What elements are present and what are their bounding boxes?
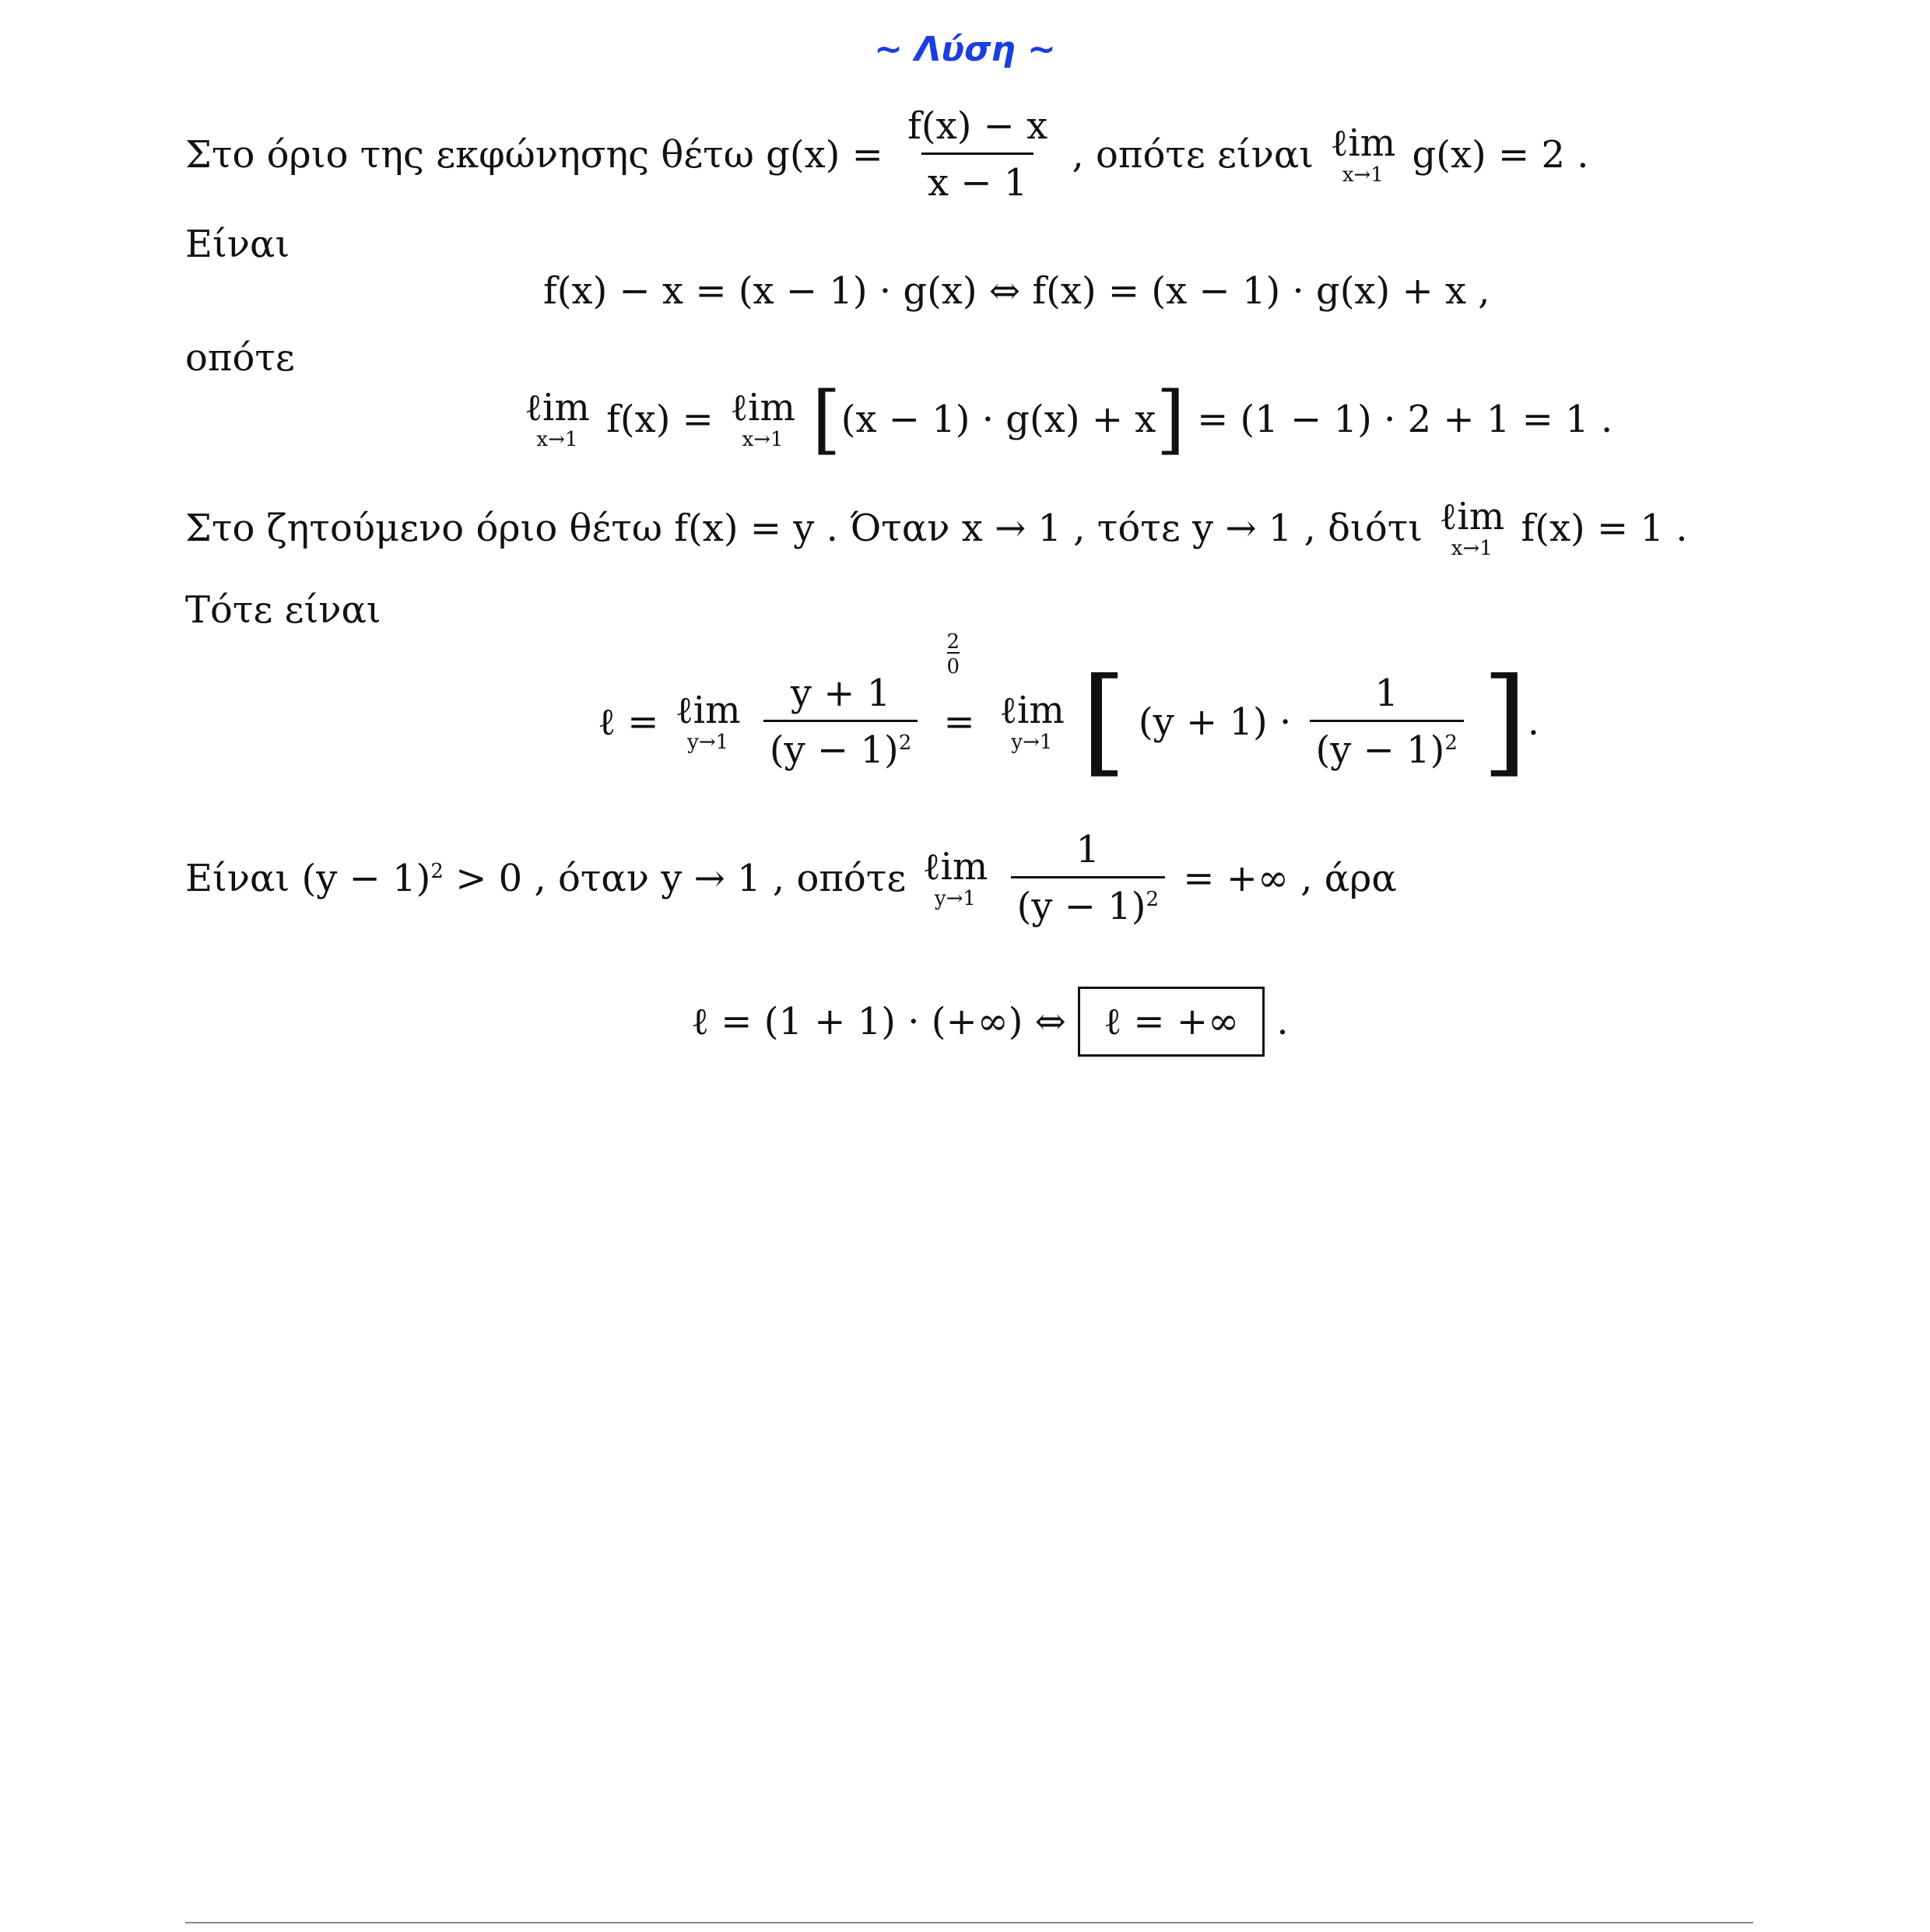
boxed-result: ℓ = +∞ [1078,987,1265,1057]
text: f(x) = 1 . [1521,507,1688,550]
lead: Είναι (y − 1) [185,856,431,900]
den-text: (y − 1) [769,728,899,772]
text [185,856,444,900]
text: , οπότε είναι [1072,132,1314,177]
fraction [1011,828,1165,928]
right-bracket: ] [1482,654,1528,789]
text: (y + 1) · [1138,700,1292,744]
limit-word: ℓim [730,386,796,430]
limit [525,386,590,452]
numerator: y + 1 [790,671,891,715]
denominator [763,720,918,772]
limit-subscript: x→1 [1342,163,1384,187]
paragraph-einai: Είναι [185,223,290,266]
limit-subscript: x→1 [1451,537,1493,560]
limit-subscript: y→1 [687,730,729,754]
text: . [1276,1000,1289,1043]
fraction [763,671,918,772]
limit-subscript: x→1 [536,428,578,452]
right-bracket: ] [1156,376,1185,463]
limit-word: ℓim [675,688,741,732]
exponent: 2 [898,731,912,755]
denominator [1011,876,1165,928]
paragraph-tote-einai: Τότε είναι [185,588,381,632]
text: Στο ζητούμενο όριο θέτω f(x) = y . Όταν x → 1 , τότε y → 1 , διότι [185,507,1423,550]
equation-1: f(x) − x = (x − 1) · g(x) ⇔ f(x) = (x − 1) · g(x) + x , [543,269,1490,313]
exponent: 2 [1146,888,1159,911]
paragraph-positive [185,828,1397,928]
den-text: (y − 1) [1315,728,1445,772]
limit-word: ℓim [525,386,590,430]
text: > 0 , όταν y → 1 , οπότε [455,856,907,900]
limit [675,688,741,754]
limit-subscript: x→1 [742,428,784,452]
fraction [1310,671,1464,772]
limit-subscript: y→1 [1011,730,1053,754]
exponent: 2 [1444,731,1458,755]
limit-word: ℓim [999,688,1065,732]
text: g(x) = 2 . [1412,132,1589,177]
equation-2 [520,376,1613,463]
paragraph-substitution [185,104,1589,205]
limit [730,386,796,452]
equation-final [691,987,1289,1057]
text: = (1 − 1) · 2 + 1 = 1 . [1197,398,1613,442]
limit-word: ℓim [1330,121,1396,165]
limit [999,688,1065,754]
left-bracket: [ [1081,654,1127,789]
den-text: (y − 1) [1016,885,1146,928]
equation-3 [598,629,1539,789]
over-den: 0 [947,652,960,677]
text: ℓ = [598,700,659,744]
fraction [901,104,1054,205]
equals: = [943,700,975,744]
page-title: ~ Λύση ~ [874,30,1056,69]
text: f(x) = [606,398,714,442]
text: . [1527,700,1539,744]
numerator: f(x) − x [907,104,1048,148]
text: = +∞ , άρα [1183,856,1397,900]
text: ℓ = (1 + 1) · (+∞) ⇔ [691,1000,1066,1043]
left-bracket: [ [812,376,841,463]
paragraph-opote: οπότε [185,336,295,380]
footer-rule [185,1922,1753,1923]
paragraph-set-y [185,495,1688,560]
limit-word: ℓim [922,844,988,889]
limit [1330,121,1396,187]
denominator: x − 1 [921,153,1033,202]
text: (x − 1) · g(x) + x [840,398,1156,442]
numerator: 1 [1076,828,1100,871]
limit [1439,495,1505,560]
text: Στο όριο της εκφώνησης θέτω g(x) = [185,132,883,177]
equals-with-annotation [943,629,975,744]
indeterminate-form [946,629,960,678]
numerator: 1 [1374,671,1399,715]
over-num: 2 [946,629,960,654]
limit-subscript: y→1 [934,886,976,910]
exponent: 2 [430,859,444,883]
denominator [1310,720,1464,772]
limit-word: ℓim [1439,495,1505,538]
limit [922,844,988,910]
